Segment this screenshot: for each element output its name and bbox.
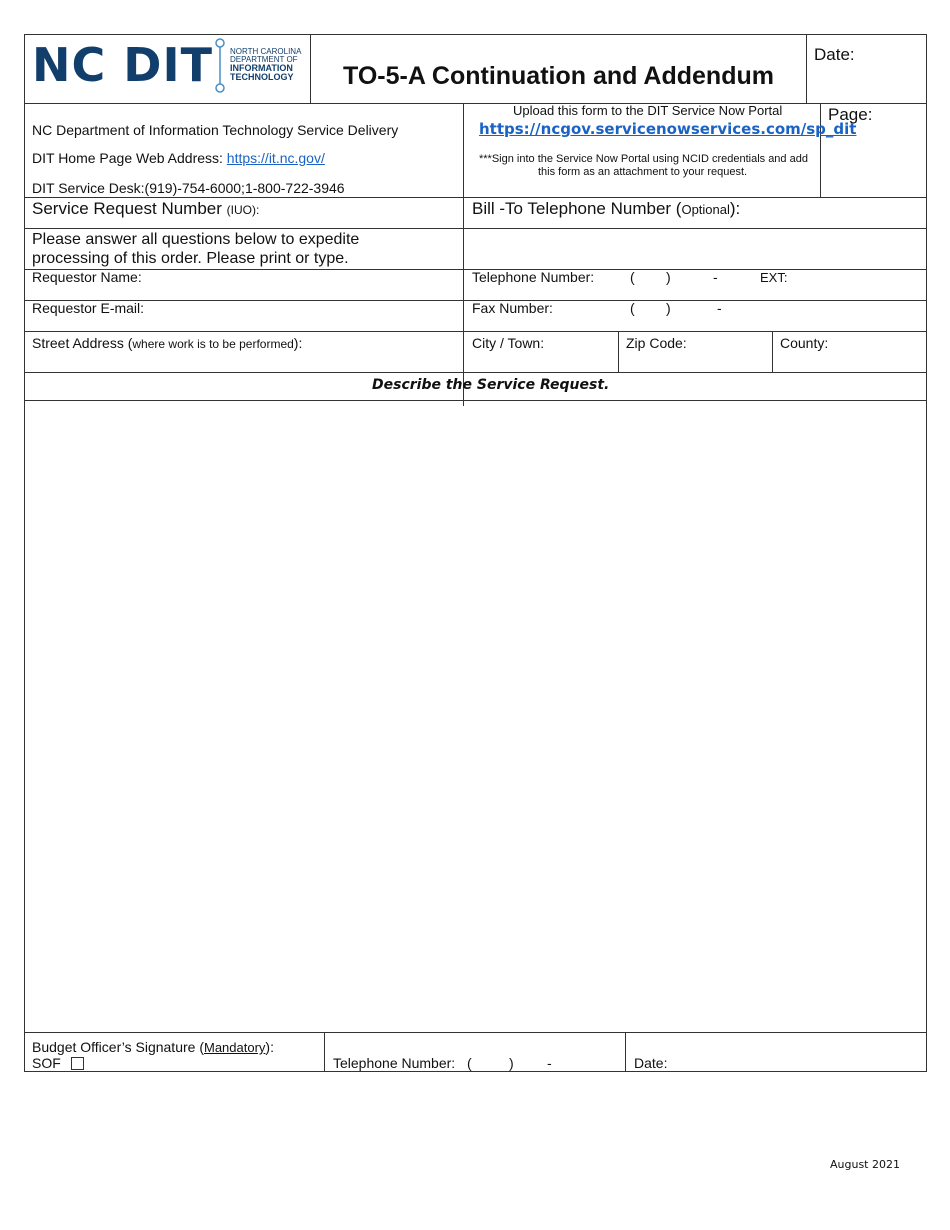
zip-label: Zip Code:: [626, 335, 687, 351]
nc-dit-logo: [32, 36, 312, 96]
telephone-close-paren: ): [666, 269, 671, 285]
telephone-label: Telephone Number:: [472, 269, 595, 285]
bill-to-optional: Optional: [681, 202, 730, 217]
logo-connector-icon: [213, 38, 227, 94]
portal-link[interactable]: https://ncgov.servicenowservices.com/sp_dit: [479, 120, 857, 138]
county-label: County:: [780, 335, 829, 351]
ext-label: EXT:: [760, 270, 788, 285]
city-label: City / Town:: [472, 335, 545, 351]
agency-web-link[interactable]: https://it.nc.gov/: [226, 150, 325, 166]
describe-heading: Describe the Service Request.: [372, 377, 610, 393]
logo-line-4: TECHNOLOGY: [230, 72, 294, 82]
instructions-line-1: Please answer all questions below to expedite: [32, 231, 360, 248]
description-area[interactable]: [25, 401, 926, 1032]
logo-line-1: NORTH CAROLINA: [230, 47, 302, 56]
fax-dash: -: [717, 300, 722, 316]
signature-phone-close: ): [509, 1055, 514, 1071]
budget-signature-label: [32, 1039, 274, 1055]
bill-to-end: ):: [729, 199, 741, 218]
signature-telephone-label: Telephone Number:: [333, 1055, 456, 1071]
agency-web: [32, 150, 325, 166]
street-end: ):: [293, 335, 303, 351]
upload-instruction: Upload this form to the DIT Service Now Portal: [513, 103, 783, 118]
sof-label: SOF: [32, 1055, 61, 1071]
logo-line-3: INFORMATION: [230, 63, 293, 73]
footer-revision: August 2021: [830, 1158, 900, 1171]
logo-wordmark: NC DIT: [32, 38, 213, 92]
requestor-name-label: Requestor Name:: [32, 269, 142, 285]
budget-end: ):: [265, 1039, 274, 1055]
bill-to-text: Bill -To Telephone Number (: [472, 199, 682, 218]
fax-close-paren: ): [666, 300, 671, 316]
budget-text: Budget Officer’s Signature (: [32, 1039, 204, 1055]
fax-open-paren: (: [630, 300, 635, 316]
service-request-label: [32, 199, 259, 219]
service-request-sub: (IUO):: [226, 203, 260, 217]
service-request-text: Service Request Number: [32, 199, 222, 218]
instructions-line-2: processing of this order. Please print or type.: [32, 250, 349, 267]
logo-line-2: DEPARTMENT OF: [230, 55, 298, 64]
agency-name: NC Department of Information Technology Service Delivery: [32, 122, 399, 138]
telephone-dash: -: [713, 269, 718, 285]
street-address-label: [32, 335, 302, 351]
signature-date-label: Date:: [634, 1055, 668, 1071]
upload-note-line-1: ***Sign into the Service Now Portal using NCID credentials and add: [479, 153, 808, 165]
signature-phone-dash: -: [547, 1055, 552, 1071]
upload-note-line-2: this form as an attachment to your request.: [538, 166, 748, 178]
street-sub: where work is to be performed: [132, 337, 294, 351]
agency-service-desk: DIT Service Desk:(919)-754-6000;1-800-722-3946: [32, 180, 345, 196]
fax-label: Fax Number:: [472, 300, 553, 316]
telephone-open-paren: (: [630, 269, 635, 285]
signature-phone-open: (: [467, 1055, 472, 1071]
page-title: TO-5-A Continuation and Addendum: [343, 62, 774, 90]
bill-to-label: [472, 199, 740, 219]
agency-web-label: DIT Home Page Web Address:: [32, 150, 227, 166]
header-page-label: Page:: [828, 105, 873, 124]
budget-mandatory: Mandatory: [204, 1040, 266, 1055]
requestor-email-label: Requestor E-mail:: [32, 300, 145, 316]
street-text: Street Address (: [32, 335, 133, 351]
header-date-label: Date:: [814, 45, 855, 64]
sof-checkbox[interactable]: [71, 1057, 84, 1070]
